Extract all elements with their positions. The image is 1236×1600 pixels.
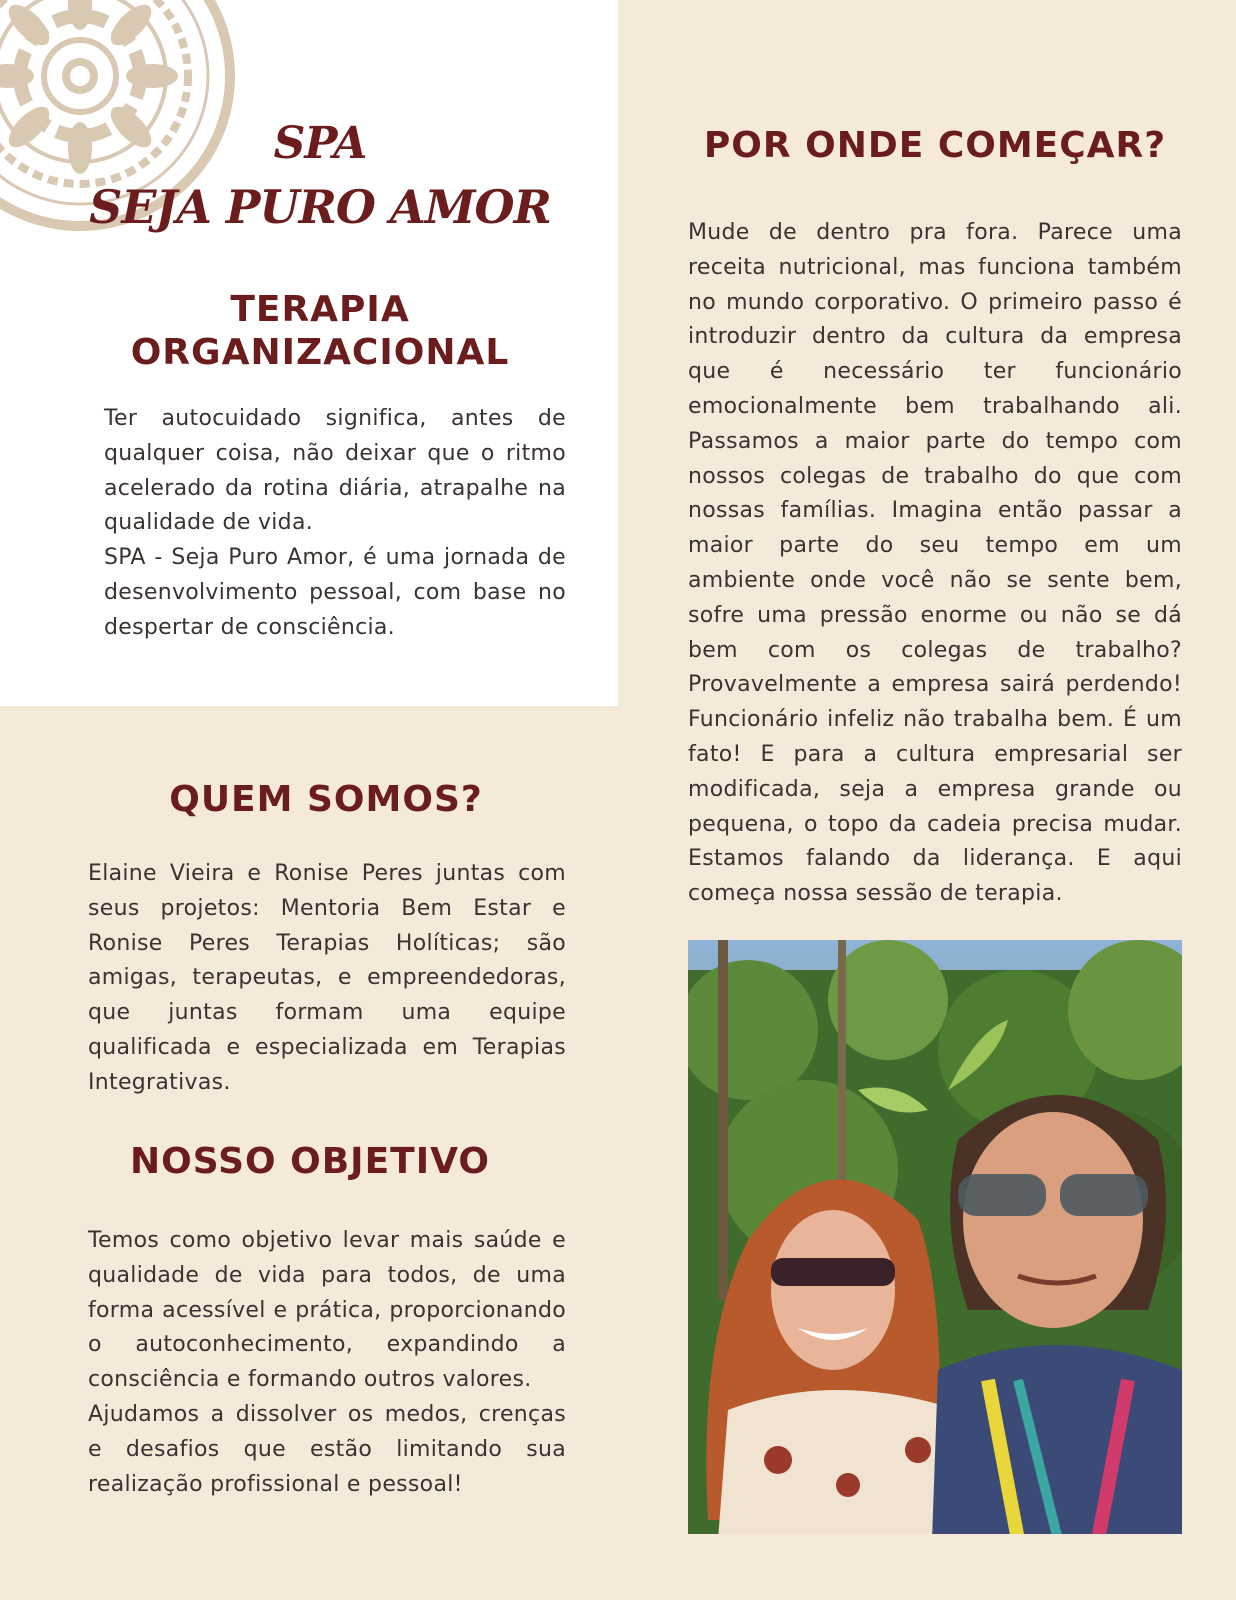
quem-somos-heading: QUEM SOMOS? xyxy=(169,779,483,820)
por-onde-comecar-heading: POR ONDE COMEÇAR? xyxy=(703,125,1167,166)
quem-somos-paragraph: Elaine Vieira e Ronise Peres juntas com seus projetos: Mentoria Bem Estar e Ronise Peres Terapias Holíticas; são amigas, terapeutas, e empreendedoras, que juntas formam uma equipe qualificada e especializada em Terapias Integrativas. xyxy=(88,861,566,1095)
por-onde-comecar-text xyxy=(688,216,1182,912)
logo-line-seja-puro-amor: SEJA PURO AMOR xyxy=(89,180,551,234)
terapia-paragraph-2: SPA - Seja Puro Amor, é uma jornada de desenvolvimento pessoal, com base no despertar de consciência. xyxy=(104,545,566,640)
nosso-objetivo-paragraph-1: Temos como objetivo levar mais saúde e qualidade de vida para todos, de uma forma acessível e prática, proporcionando o autoconhecimento, expandindo a consciência e formando outros valores. xyxy=(88,1228,566,1393)
nosso-objetivo-text xyxy=(88,1224,566,1502)
por-onde-comecar-paragraph: Mude de dentro pra fora. Parece uma receita nutricional, mas funciona também no mundo corporativo. O primeiro passo é introduzir dentro da cultura da empresa que é necessário ter funcionário emocionalmente bem trabalhando ali. Passamos a maior parte do tempo com nossos colegas de trabalho do que com nossas famílias. Imagina então passar a maior parte do seu tempo em um ambiente onde você não se sente bem, sofre uma pressão enorme ou não se dá bem com os colegas de trabalho? Provavelmente a empresa sairá perdendo! Funcionário infeliz não trabalha bem. É um fato! E para a cultura empresarial ser modificada, seja a empresa grande ou pequena, o topo da cadeia precisa mudar. Estamos falando da liderança. E aqui começa nossa sessão de terapia. xyxy=(688,220,1182,907)
two-women-selfie-photo xyxy=(688,940,1182,1534)
terapia-heading-line2: ORGANIZACIONAL xyxy=(130,332,510,374)
logo-line-spa: SPA xyxy=(273,118,367,169)
terapia-heading xyxy=(0,288,640,374)
terapia-text xyxy=(104,402,566,646)
nosso-objetivo-heading: NOSSO OBJETIVO xyxy=(130,1141,490,1182)
terapia-heading-line1: TERAPIA xyxy=(230,289,410,330)
nosso-objetivo-paragraph-2: Ajudamos a dissolver os medos, crenças e desafios que estão limitando sua realização profissional e pessoal! xyxy=(88,1401,566,1497)
terapia-paragraph-1: Ter autocuidado significa, antes de qualquer coisa, não deixar que o ritmo acelerado da rotina diária, atrapalhe na qualidade de vida. xyxy=(104,406,566,536)
quem-somos-text xyxy=(88,857,566,1101)
